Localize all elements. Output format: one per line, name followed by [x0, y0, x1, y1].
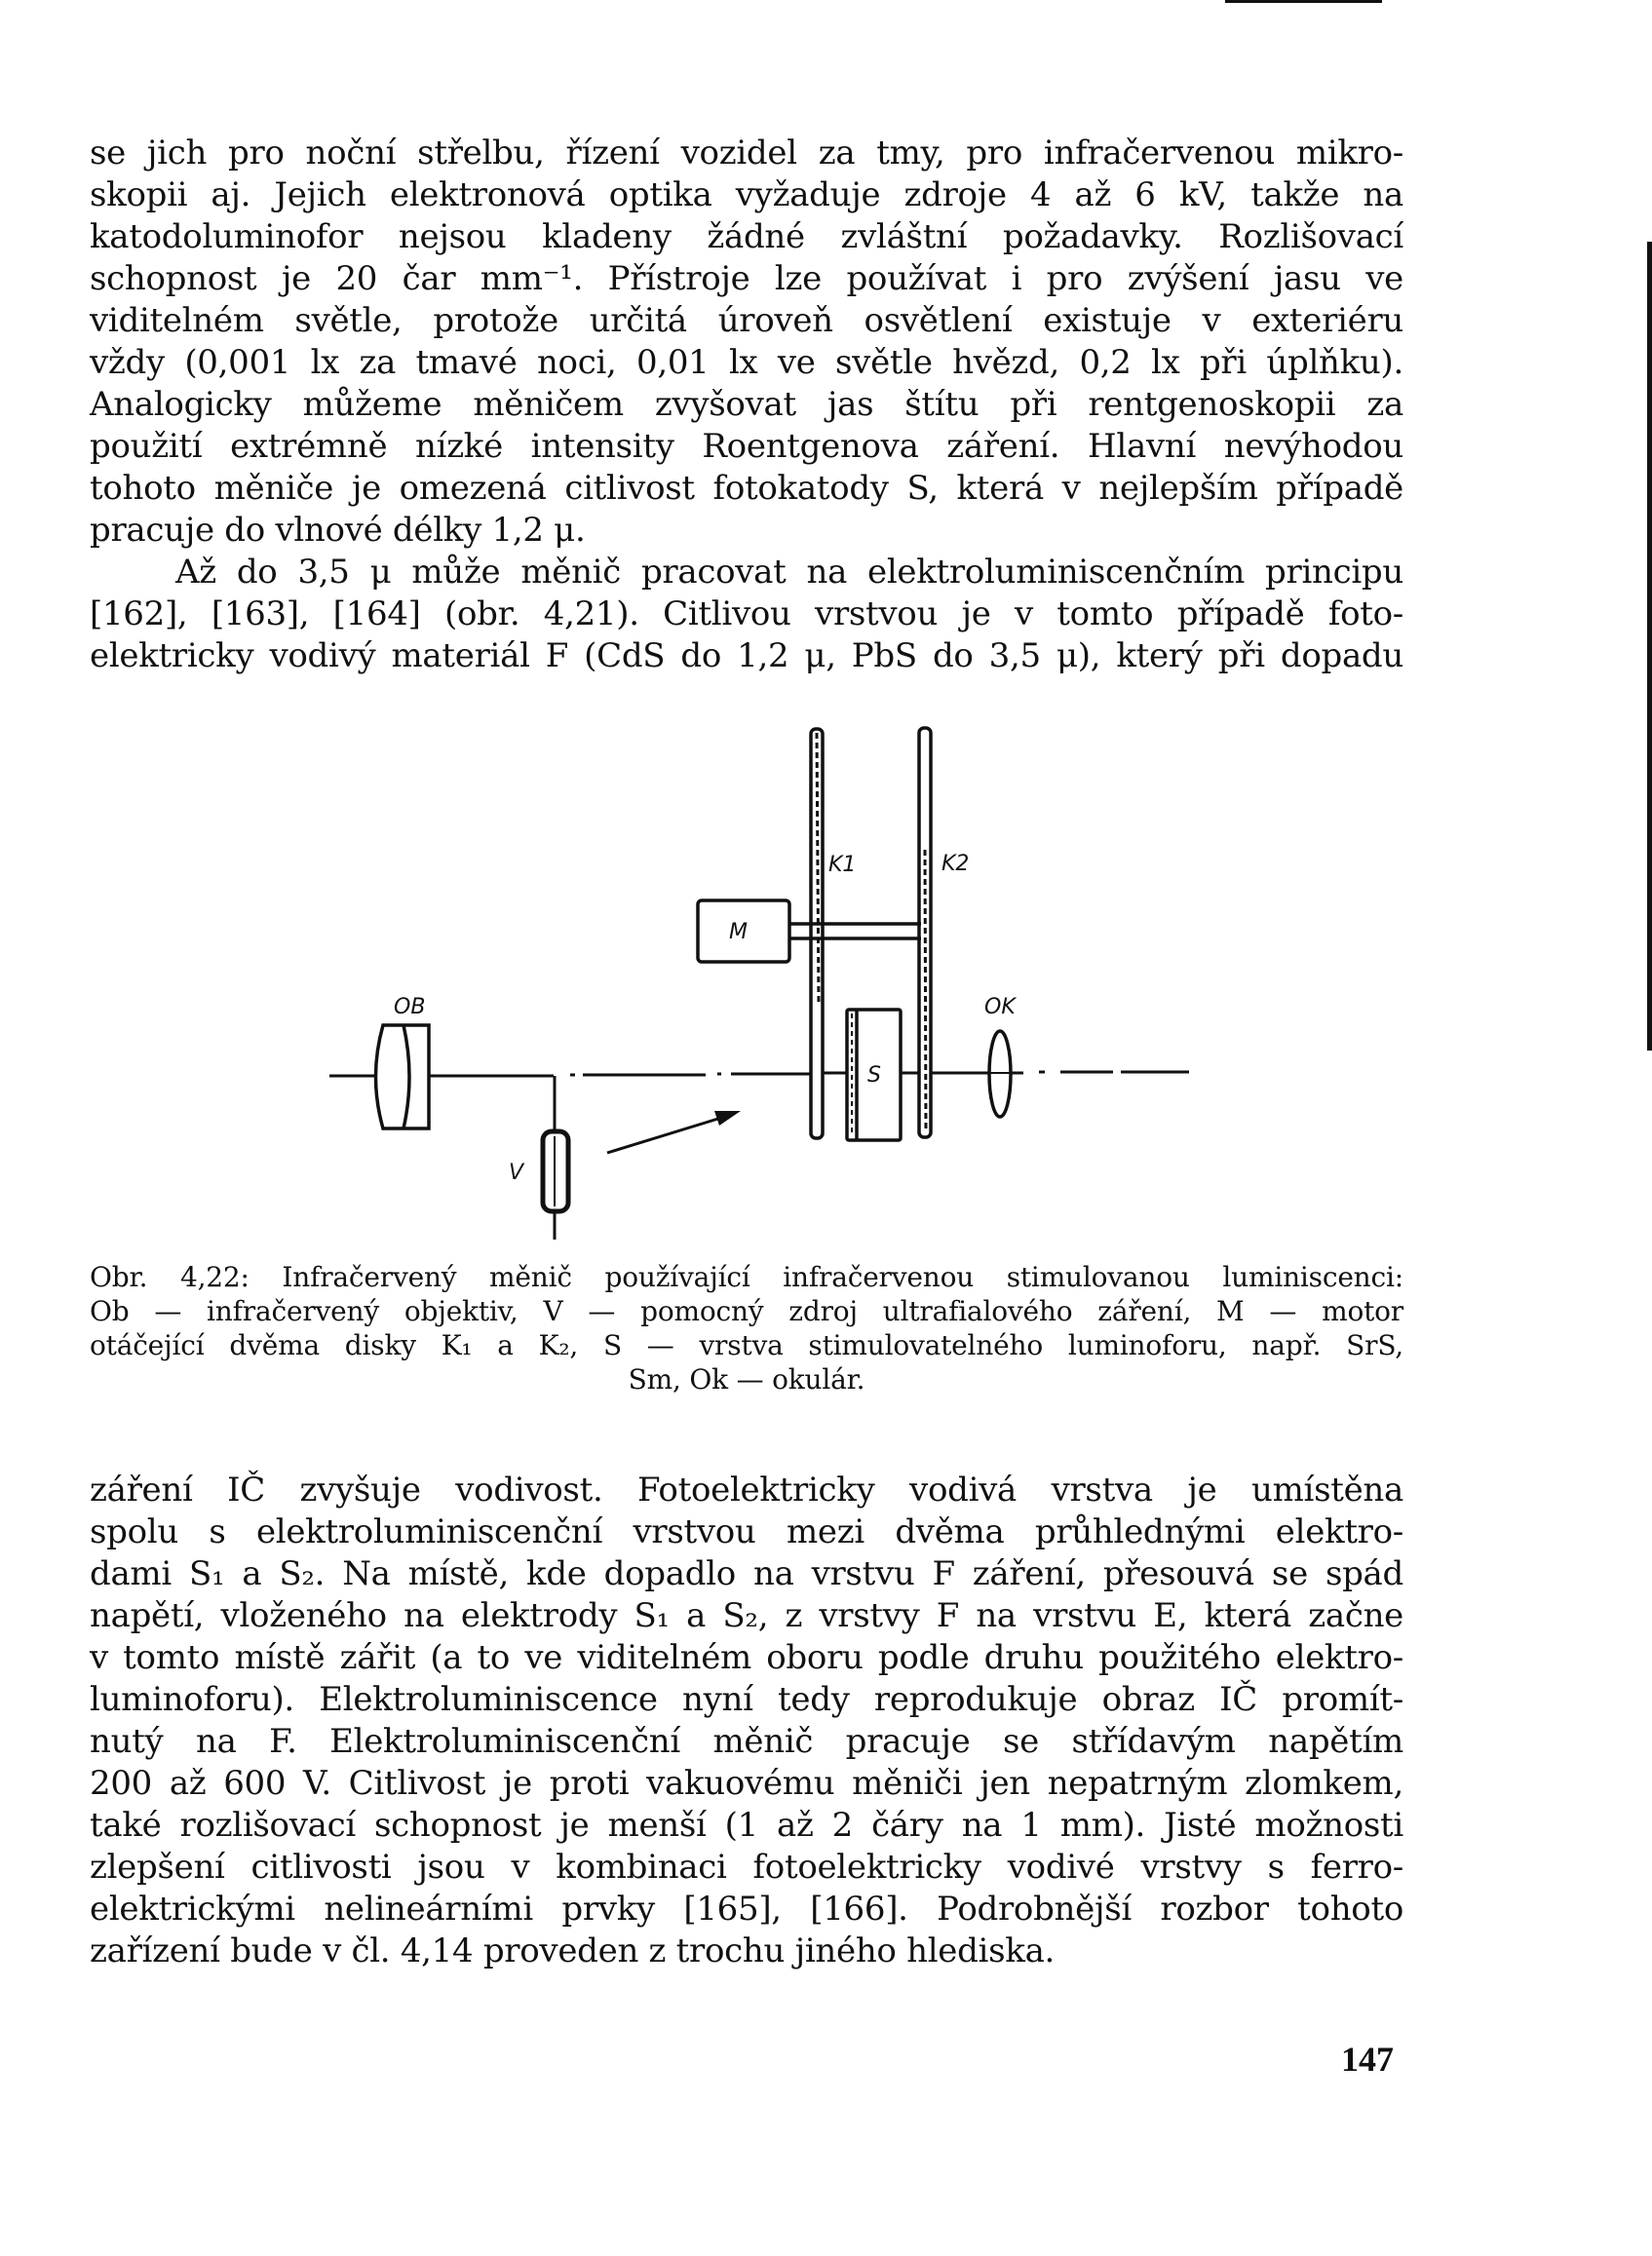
disc-k1: [811, 729, 823, 1138]
label-s: S: [867, 1063, 881, 1088]
text-line: v tomto místě zářit (a to ve viditelném oboru podle druhu použitého elektro-: [90, 1638, 1403, 1677]
text-line: spolu s elektroluminiscenční vrstvou mezi dvěma průhlednými elektro-: [90, 1512, 1403, 1551]
label-k2: K2: [941, 852, 970, 876]
label-ok: OK: [984, 995, 1016, 1019]
caption-line: Obr. 4,22: Infračervený měnič používající infračervenou stimulovanou luminiscenci:: [90, 1261, 1403, 1293]
text-line: schopnost je 20 čar mm⁻¹. Přístroje lze používat i pro zvýšení jasu ve: [90, 259, 1403, 298]
text-line: zlepšení citlivosti jsou v kombinaci fotoelektricky vodivé vrstvy s ferro-: [90, 1848, 1403, 1887]
text-line: Analogicky můžeme měničem zvyšovat jas štítu při rentgenoskopii za: [90, 385, 1403, 424]
text-line: dami S₁ a S₂. Na místě, kde dopadlo na vrstvu F záření, přesouvá se spád: [90, 1554, 1403, 1593]
page-number: 147: [1341, 2040, 1394, 2079]
text-line: elektrickými nelineárními prvky [165], [166]. Podrobnější rozbor tohoto: [90, 1890, 1403, 1929]
caption-line: Ob — infračervený objektiv, V — pomocný zdroj ultrafialového záření, M — motor: [90, 1295, 1403, 1327]
text-line: Až do 3,5 μ může měnič pracovat na elektroluminiscenčním principu: [175, 553, 1403, 592]
text-line: pracuje do vlnové délky 1,2 μ.: [90, 511, 586, 550]
eyepiece-lens-icon: [989, 1031, 1011, 1117]
text-line: také rozlišovací schopnost je menší (1 až 2 čáry na 1 mm). Jisté možnosti: [90, 1806, 1403, 1845]
text-line: se jich pro noční střelbu, řízení vozidel za tmy, pro infračervenou mikro-: [90, 134, 1403, 172]
caption-line: otáčející dvěma disky K₁ a K₂, S — vrstva stimulovatelného luminoforu, např. SrS,: [90, 1329, 1403, 1361]
caption-line: Sm, Ok — okulár.: [628, 1363, 865, 1396]
text-line: záření IČ zvyšuje vodivost. Fotoelektricky vodivá vrstva je umístěna: [90, 1471, 1403, 1510]
text-line: [162], [163], [164] (obr. 4,21). Citlivou vrstvou je v tomto případě foto-: [90, 594, 1403, 633]
text-line: elektricky vodivý materiál F (CdS do 1,2 μ, PbS do 3,5 μ), který při dopadu: [90, 636, 1403, 675]
text-line: luminoforu). Elektroluminiscence nyní tedy reprodukuje obraz IČ promít-: [90, 1680, 1403, 1719]
optical-axis: [329, 1072, 1189, 1076]
objective-lens-icon: [376, 1025, 430, 1128]
disc-k2: [919, 728, 931, 1137]
text-line: zařízení bude v čl. 4,14 proveden z trochu jiného hlediska.: [90, 1931, 1056, 1970]
text-line: katodoluminofor nejsou kladeny žádné zvláštní požadavky. Rozlišovací: [90, 217, 1403, 256]
text-line: viditelném světle, protože určitá úroveň osvětlení existuje v exteriéru: [90, 301, 1403, 340]
arrow-icon: [607, 1111, 741, 1153]
text-line: použití extrémně nízké intensity Roentgenova záření. Hlavní nevýhodou: [90, 427, 1403, 466]
label-k1: K1: [828, 853, 857, 877]
text-line: nutý na F. Elektroluminiscenční měnič pracuje se střídavým napětím: [90, 1722, 1403, 1761]
uv-lamp-icon: [543, 1076, 568, 1240]
text-line: 200 až 600 V. Citlivost je proti vakuovému měniči jen nepatrným zlomkem,: [90, 1764, 1403, 1803]
text-line: napětí, vloženého na elektrody S₁ a S₂, z vrstvy F na vrstvu E, která začne: [90, 1596, 1403, 1635]
label-ob: OB: [394, 995, 426, 1019]
label-m: M: [729, 920, 748, 944]
label-v: V: [509, 1161, 524, 1185]
text-line: skopii aj. Jejich elektronová optika vyžaduje zdroje 4 až 6 kV, takže na: [90, 175, 1403, 214]
text-line: tohoto měniče je omezená citlivost fotokatody S, která v nejlepším případě: [90, 469, 1403, 508]
text-line: vždy (0,001 lx za tmavé noci, 0,01 lx ve světle hvězd, 0,2 lx při úplňku).: [90, 343, 1403, 382]
